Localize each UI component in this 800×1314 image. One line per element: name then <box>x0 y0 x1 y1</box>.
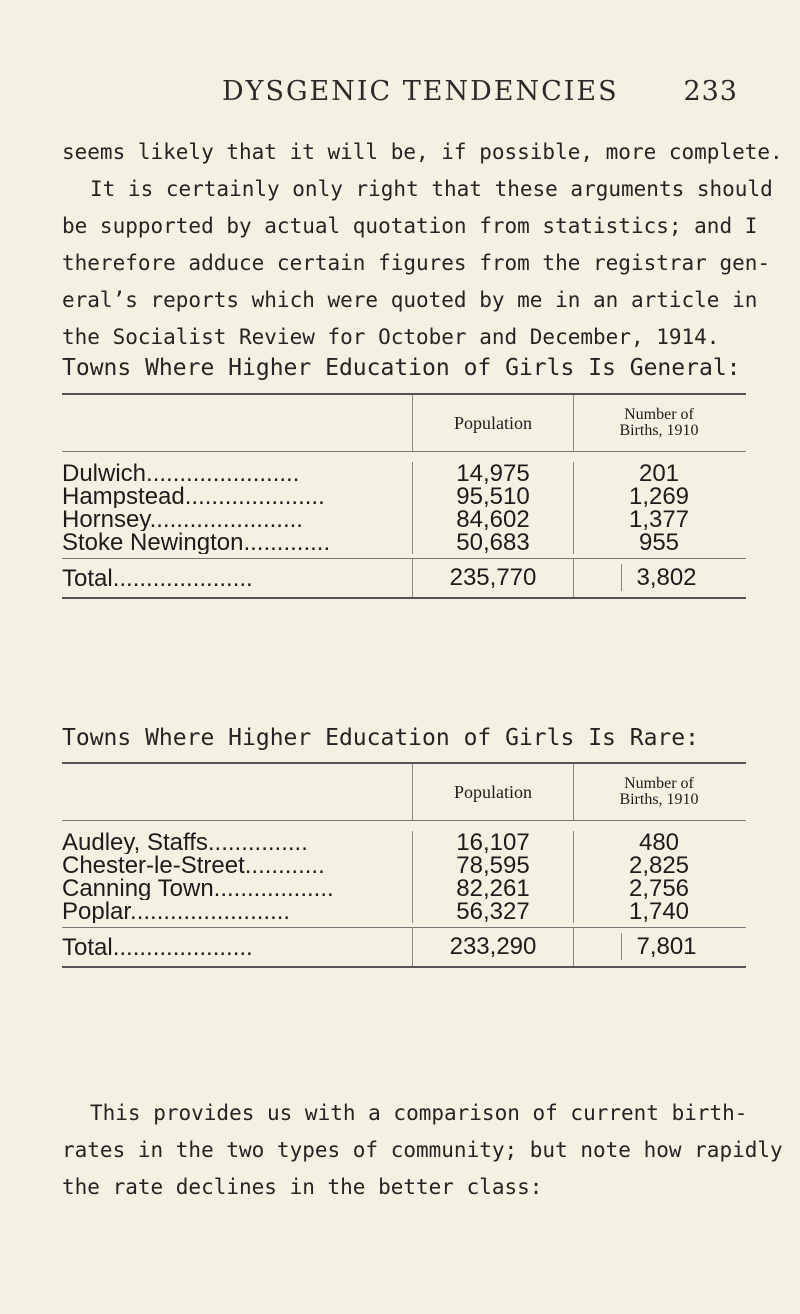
town-name: Canning Town.................. <box>62 877 334 900</box>
table-row <box>62 900 746 923</box>
running-head <box>0 76 800 116</box>
paragraph-line: the Socialist Review for October and December, 1914. <box>62 325 720 349</box>
table-body <box>62 452 746 558</box>
paragraph-line: It is certainly only right that these arguments should <box>90 177 773 201</box>
births-cell: 1,377 <box>628 506 690 533</box>
population-cell: 78,595 <box>412 854 574 877</box>
section-heading-general: Towns Where Higher Education of Girls Is General: <box>62 355 741 381</box>
table-body <box>62 821 746 927</box>
table-row <box>62 877 746 900</box>
column-header-births <box>572 764 746 820</box>
paragraph-line: seems likely that it will be, if possible, more complete. <box>62 140 783 164</box>
column-header-births <box>572 395 746 451</box>
population-cell: 50,683 <box>412 531 574 554</box>
births-cell: 2,825 <box>628 852 690 879</box>
town-name: Poplar........................ <box>62 900 291 923</box>
total-births-value: 3,802 <box>621 564 696 591</box>
town-name: Dulwich....................... <box>62 462 300 485</box>
table-row <box>62 485 746 508</box>
column-header-births-line2: Births, 1910 <box>619 791 699 808</box>
total-births-value: 7,801 <box>621 933 696 960</box>
paragraph-line: be supported by actual quotation from statistics; and I <box>62 214 758 238</box>
births-cell: 1,740 <box>628 898 690 925</box>
column-header-births-line1: Number of <box>624 775 694 792</box>
total-label: Total..................... <box>62 567 253 590</box>
population-cell: 84,602 <box>412 508 574 531</box>
paragraph-line: therefore adduce certain figures from the registrar gen- <box>62 251 771 275</box>
total-population: 235,770 <box>412 559 574 597</box>
table-rare <box>62 762 746 968</box>
total-label: Total..................... <box>62 936 253 959</box>
births-cell: 955 <box>638 529 680 556</box>
population-cell: 82,261 <box>412 877 574 900</box>
births-cell: 1,269 <box>628 483 690 510</box>
town-name: Chester-le-Street............ <box>62 854 325 877</box>
total-population: 233,290 <box>412 928 574 966</box>
population-cell: 95,510 <box>412 485 574 508</box>
intro-paragraph <box>62 134 783 356</box>
table-rule <box>62 966 746 968</box>
table-total-row <box>62 928 746 966</box>
column-header-births-line2: Births, 1910 <box>619 422 699 439</box>
table-row <box>62 462 746 485</box>
table-row <box>62 831 746 854</box>
section-heading-rare: Towns Where Higher Education of Girls Is Rare: <box>62 725 699 751</box>
table-header <box>62 764 746 820</box>
paragraph-line: eral’s reports which were quoted by me in an article in <box>62 288 758 312</box>
running-title: DYSGENIC TENDENCIES <box>222 76 619 107</box>
total-births <box>572 559 746 597</box>
town-name: Stoke Newington............. <box>62 531 331 554</box>
paragraph-line: rates in the two types of community; but note how rapidly <box>62 1138 783 1162</box>
column-header-population: Population <box>412 395 574 451</box>
table-rule <box>62 597 746 599</box>
town-name: Hornsey....................... <box>62 508 303 531</box>
page-number: 233 <box>683 76 738 107</box>
town-name: Audley, Staffs............... <box>62 831 308 854</box>
births-cell: 2,756 <box>628 875 690 902</box>
population-cell: 56,327 <box>412 900 574 923</box>
table-general <box>62 393 746 599</box>
column-header-population: Population <box>412 764 574 820</box>
table-row <box>62 854 746 877</box>
table-row <box>62 531 746 554</box>
population-cell: 14,975 <box>412 462 574 485</box>
paragraph-line: This provides us with a comparison of current birth- <box>90 1101 748 1125</box>
table-row <box>62 508 746 531</box>
total-births <box>572 928 746 966</box>
births-cell: 201 <box>638 460 680 487</box>
town-name: Hampstead..................... <box>62 485 325 508</box>
column-header-births-line1: Number of <box>624 406 694 423</box>
paragraph-line: the rate declines in the better class: <box>62 1175 543 1199</box>
population-cell: 16,107 <box>412 831 574 854</box>
births-cell: 480 <box>638 829 680 856</box>
table-header <box>62 395 746 451</box>
closing-paragraph <box>62 1095 783 1206</box>
table-total-row <box>62 559 746 597</box>
